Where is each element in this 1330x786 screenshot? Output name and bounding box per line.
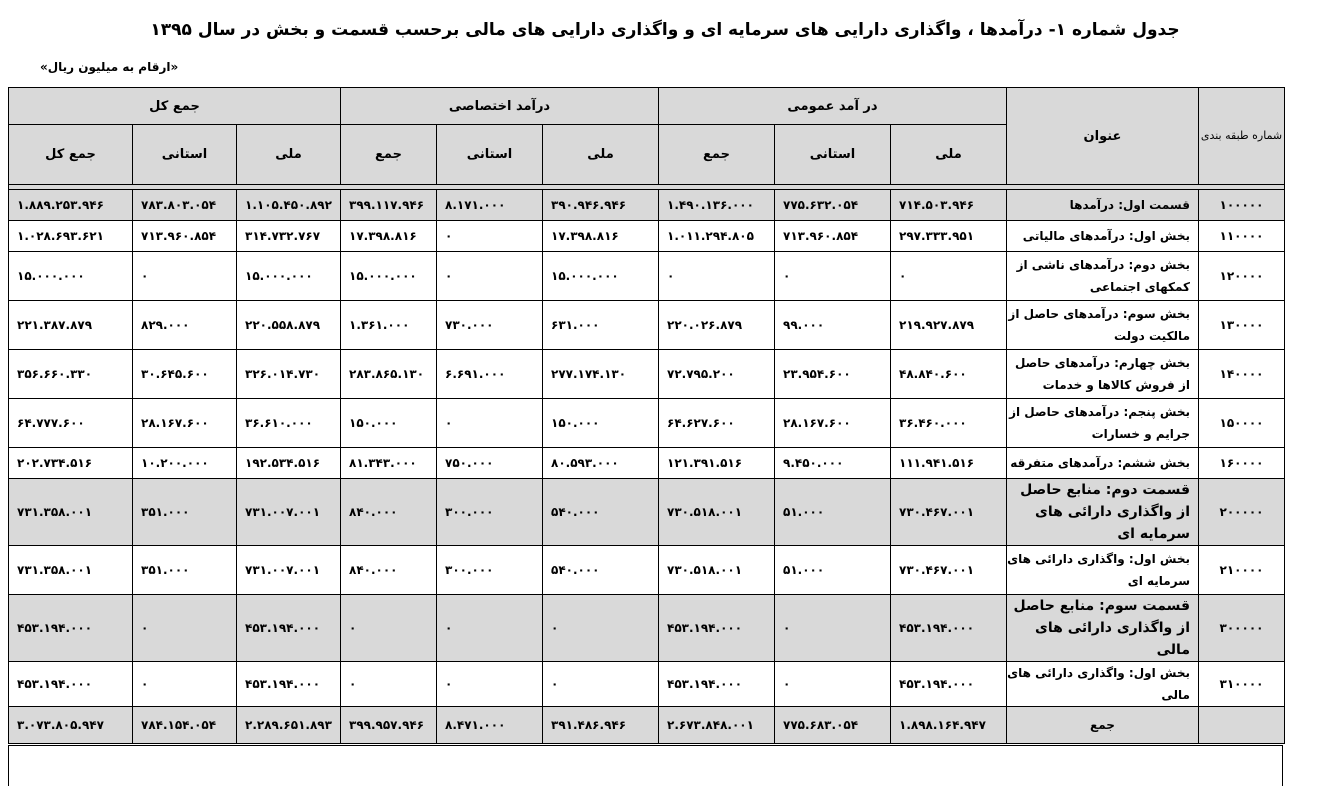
cell-t-prov: ۸۲۹.۰۰۰ xyxy=(133,301,237,350)
cell-t-nat: ۱۹۲.۵۳۴.۵۱۶ xyxy=(237,448,341,479)
cell-t-tot: ۱.۰۲۸.۶۹۳.۶۲۱ xyxy=(9,221,133,252)
cell-t-tot: ۱.۸۸۹.۲۵۳.۹۴۶ xyxy=(9,190,133,221)
cell-g-nat: ۲۱۹.۹۲۷.۸۷۹ xyxy=(891,301,1007,350)
header-general-provincial: استانی xyxy=(775,125,891,185)
unit-note: «ارقام به میلیون ریال» xyxy=(40,60,179,74)
row-code: ۲۰۰۰۰۰ xyxy=(1199,479,1285,546)
table-row xyxy=(9,546,1285,595)
row-code: ۱۱۰۰۰۰ xyxy=(1199,221,1285,252)
cell-g-prov: ۲۳.۹۵۴.۶۰۰ xyxy=(775,350,891,399)
cell-s-nat: ۱۷.۳۹۸.۸۱۶ xyxy=(543,221,659,252)
cell-s-nat: ۶۳۱.۰۰۰ xyxy=(543,301,659,350)
sum-cell-s-tot: ۳۹۹.۹۵۷.۹۴۶ xyxy=(341,707,437,744)
cell-g-tot: ۲۲۰.۰۲۶.۸۷۹ xyxy=(659,301,775,350)
row-label: بخش سوم: درآمدهای حاصل از مالکیت دولت xyxy=(1007,301,1199,350)
cell-s-tot: ۰ xyxy=(341,595,437,662)
sum-cell-t-prov: ۷۸۴.۱۵۴.۰۵۴ xyxy=(133,707,237,744)
cell-t-prov: ۰ xyxy=(133,662,237,707)
cell-t-tot: ۳۵۶.۶۶۰.۳۳۰ xyxy=(9,350,133,399)
cell-g-tot: ۴۵۳.۱۹۴.۰۰۰ xyxy=(659,595,775,662)
cell-s-prov: ۶.۶۹۱.۰۰۰ xyxy=(437,350,543,399)
cell-s-tot: ۲۸۳.۸۶۵.۱۳۰ xyxy=(341,350,437,399)
table-row xyxy=(9,190,1285,221)
row-code: ۱۳۰۰۰۰ xyxy=(1199,301,1285,350)
cell-t-prov: ۰ xyxy=(133,252,237,301)
cell-s-nat: ۰ xyxy=(543,595,659,662)
cell-g-nat: ۴۸.۸۴۰.۶۰۰ xyxy=(891,350,1007,399)
table-row xyxy=(9,595,1285,662)
cell-t-prov: ۷۸۳.۸۰۳.۰۵۴ xyxy=(133,190,237,221)
cell-g-nat: ۷۳۰.۴۶۷.۰۰۱ xyxy=(891,479,1007,546)
table-row xyxy=(9,662,1285,707)
cell-t-prov: ۳۵۱.۰۰۰ xyxy=(133,479,237,546)
row-code: ۲۱۰۰۰۰ xyxy=(1199,546,1285,595)
sum-cell-t-tot: ۳.۰۷۳.۸۰۵.۹۴۷ xyxy=(9,707,133,744)
cell-g-tot: ۱.۴۹۰.۱۳۶.۰۰۰ xyxy=(659,190,775,221)
cell-s-tot: ۱۵۰.۰۰۰ xyxy=(341,399,437,448)
table-row xyxy=(9,399,1285,448)
sum-code-empty xyxy=(1199,707,1285,744)
cell-t-prov: ۱۰.۲۰۰.۰۰۰ xyxy=(133,448,237,479)
cell-s-prov: ۰ xyxy=(437,662,543,707)
cell-s-nat: ۱۵.۰۰۰.۰۰۰ xyxy=(543,252,659,301)
cell-s-nat: ۱۵۰.۰۰۰ xyxy=(543,399,659,448)
cell-t-tot: ۱۵.۰۰۰.۰۰۰ xyxy=(9,252,133,301)
cell-t-nat: ۳۱۴.۷۳۲.۷۶۷ xyxy=(237,221,341,252)
header-general-total: جمع xyxy=(659,125,775,185)
header-grand-national: ملی xyxy=(237,125,341,185)
cell-g-nat: ۴۵۳.۱۹۴.۰۰۰ xyxy=(891,595,1007,662)
cell-s-prov: ۰ xyxy=(437,595,543,662)
cell-s-nat: ۳۹۰.۹۴۶.۹۴۶ xyxy=(543,190,659,221)
cell-t-nat: ۳۲۶.۰۱۴.۷۳۰ xyxy=(237,350,341,399)
cell-s-prov: ۷۵۰.۰۰۰ xyxy=(437,448,543,479)
cell-t-tot: ۴۵۳.۱۹۴.۰۰۰ xyxy=(9,595,133,662)
sum-cell-s-prov: ۸.۴۷۱.۰۰۰ xyxy=(437,707,543,744)
cell-t-prov: ۲۸.۱۶۷.۶۰۰ xyxy=(133,399,237,448)
row-label: بخش اول: درآمدهای مالیاتی xyxy=(1007,221,1199,252)
cell-t-tot: ۲۲۱.۳۸۷.۸۷۹ xyxy=(9,301,133,350)
row-label: بخش اول: واگذاری دارائی های مالی xyxy=(1007,662,1199,707)
row-label: بخش اول: واگذاری دارائی های سرمایه ای xyxy=(1007,546,1199,595)
cell-t-prov: ۰ xyxy=(133,595,237,662)
table-row xyxy=(9,479,1285,546)
cell-g-nat: ۱۱۱.۹۴۱.۵۱۶ xyxy=(891,448,1007,479)
row-label: قسمت سوم: منابع حاصل از واگذاری دارائی های مالی xyxy=(1007,595,1199,662)
cell-g-nat: ۴۵۳.۱۹۴.۰۰۰ xyxy=(891,662,1007,707)
blank-footer-box xyxy=(8,745,1283,786)
cell-t-tot: ۷۳۱.۳۵۸.۰۰۱ xyxy=(9,546,133,595)
cell-g-nat: ۷۳۰.۴۶۷.۰۰۱ xyxy=(891,546,1007,595)
cell-g-nat: ۷۱۴.۵۰۳.۹۴۶ xyxy=(891,190,1007,221)
revenue-table-container xyxy=(8,87,1284,744)
cell-t-nat: ۱.۱۰۵.۴۵۰.۸۹۲ xyxy=(237,190,341,221)
cell-s-tot: ۱۵.۰۰۰.۰۰۰ xyxy=(341,252,437,301)
table-row xyxy=(9,448,1285,479)
cell-t-nat: ۷۳۱.۰۰۷.۰۰۱ xyxy=(237,546,341,595)
cell-g-tot: ۱۲۱.۳۹۱.۵۱۶ xyxy=(659,448,775,479)
cell-s-prov: ۳۰۰.۰۰۰ xyxy=(437,479,543,546)
row-label: بخش دوم: درآمدهای ناشی از کمکهای اجتماعی xyxy=(1007,252,1199,301)
sum-cell-g-nat: ۱.۸۹۸.۱۶۴.۹۴۷ xyxy=(891,707,1007,744)
cell-g-prov: ۷۱۳.۹۶۰.۸۵۴ xyxy=(775,221,891,252)
row-label: بخش چهارم: درآمدهای حاصل از فروش کالاها و خدمات xyxy=(1007,350,1199,399)
sum-label: جمع xyxy=(1007,707,1199,744)
cell-s-tot: ۱.۳۶۱.۰۰۰ xyxy=(341,301,437,350)
header-special-provincial: استانی xyxy=(437,125,543,185)
cell-s-nat: ۸۰.۵۹۳.۰۰۰ xyxy=(543,448,659,479)
table-row xyxy=(9,350,1285,399)
sum-row xyxy=(9,707,1285,744)
cell-t-prov: ۳۵۱.۰۰۰ xyxy=(133,546,237,595)
header-grand-total: جمع کل xyxy=(9,88,341,125)
cell-t-tot: ۲۰۲.۷۳۴.۵۱۶ xyxy=(9,448,133,479)
cell-s-tot: ۸۴۰.۰۰۰ xyxy=(341,479,437,546)
table-body xyxy=(9,190,1285,744)
header-title: عنوان xyxy=(1007,88,1199,185)
cell-s-nat: ۲۷۷.۱۷۴.۱۳۰ xyxy=(543,350,659,399)
cell-g-tot: ۴۵۳.۱۹۴.۰۰۰ xyxy=(659,662,775,707)
cell-g-nat: ۳۶.۴۶۰.۰۰۰ xyxy=(891,399,1007,448)
cell-s-nat: ۵۴۰.۰۰۰ xyxy=(543,479,659,546)
cell-g-prov: ۹۹.۰۰۰ xyxy=(775,301,891,350)
cell-t-nat: ۴۵۳.۱۹۴.۰۰۰ xyxy=(237,662,341,707)
cell-t-prov: ۳۰.۶۴۵.۶۰۰ xyxy=(133,350,237,399)
cell-t-tot: ۷۳۱.۳۵۸.۰۰۱ xyxy=(9,479,133,546)
cell-t-tot: ۶۴.۷۷۷.۶۰۰ xyxy=(9,399,133,448)
row-code: ۳۰۰۰۰۰ xyxy=(1199,595,1285,662)
header-code: شماره طبقه بندی xyxy=(1199,88,1285,185)
cell-s-nat: ۵۴۰.۰۰۰ xyxy=(543,546,659,595)
header-special-total: جمع xyxy=(341,125,437,185)
cell-g-prov: ۰ xyxy=(775,662,891,707)
row-label: بخش ششم: درآمدهای متفرقه xyxy=(1007,448,1199,479)
cell-g-tot: ۰ xyxy=(659,252,775,301)
header-grand-total-all: جمع کل xyxy=(9,125,133,185)
cell-g-prov: ۰ xyxy=(775,595,891,662)
row-code: ۱۵۰۰۰۰ xyxy=(1199,399,1285,448)
header-special-revenue: درآمد اختصاصی xyxy=(341,88,659,125)
cell-s-tot: ۸۴۰.۰۰۰ xyxy=(341,546,437,595)
cell-s-nat: ۰ xyxy=(543,662,659,707)
cell-g-nat: ۰ xyxy=(891,252,1007,301)
cell-g-prov: ۰ xyxy=(775,252,891,301)
table-row xyxy=(9,252,1285,301)
header-grand-provincial: استانی xyxy=(133,125,237,185)
cell-g-prov: ۵۱.۰۰۰ xyxy=(775,479,891,546)
cell-s-prov: ۳۰۰.۰۰۰ xyxy=(437,546,543,595)
row-code: ۱۶۰۰۰۰ xyxy=(1199,448,1285,479)
row-code: ۱۲۰۰۰۰ xyxy=(1199,252,1285,301)
table-title: جدول شماره ۱- درآمدها ، واگذاری دارایی های سرمایه ای و واگذاری دارایی های مالی برحسب قسمت و بخش در سال ۱۳۹۵ xyxy=(150,20,1180,40)
cell-g-prov: ۹.۴۵۰.۰۰۰ xyxy=(775,448,891,479)
cell-g-tot: ۶۴.۶۲۷.۶۰۰ xyxy=(659,399,775,448)
cell-g-prov: ۲۸.۱۶۷.۶۰۰ xyxy=(775,399,891,448)
cell-g-tot: ۷۳۰.۵۱۸.۰۰۱ xyxy=(659,546,775,595)
table-row xyxy=(9,301,1285,350)
sum-cell-s-nat: ۳۹۱.۴۸۶.۹۴۶ xyxy=(543,707,659,744)
cell-s-tot: ۳۹۹.۱۱۷.۹۴۶ xyxy=(341,190,437,221)
table-row xyxy=(9,221,1285,252)
cell-t-tot: ۴۵۳.۱۹۴.۰۰۰ xyxy=(9,662,133,707)
cell-g-tot: ۷۲.۷۹۵.۲۰۰ xyxy=(659,350,775,399)
sum-cell-g-tot: ۲.۶۷۳.۸۴۸.۰۰۱ xyxy=(659,707,775,744)
row-label: قسمت دوم: منابع حاصل از واگذاری دارائی های سرمایه ای xyxy=(1007,479,1199,546)
cell-g-prov: ۷۷۵.۶۳۲.۰۵۴ xyxy=(775,190,891,221)
cell-g-nat: ۲۹۷.۳۳۳.۹۵۱ xyxy=(891,221,1007,252)
row-label: قسمت اول: درآمدها xyxy=(1007,190,1199,221)
cell-s-tot: ۰ xyxy=(341,662,437,707)
cell-t-nat: ۳۶.۶۱۰.۰۰۰ xyxy=(237,399,341,448)
header-special-national: ملی xyxy=(543,125,659,185)
cell-s-prov: ۰ xyxy=(437,252,543,301)
cell-t-nat: ۷۳۱.۰۰۷.۰۰۱ xyxy=(237,479,341,546)
cell-g-prov: ۵۱.۰۰۰ xyxy=(775,546,891,595)
cell-s-tot: ۱۷.۳۹۸.۸۱۶ xyxy=(341,221,437,252)
row-code: ۱۴۰۰۰۰ xyxy=(1199,350,1285,399)
row-label: بخش پنجم: درآمدهای حاصل از جرایم و خسارات xyxy=(1007,399,1199,448)
row-code: ۱۰۰۰۰۰ xyxy=(1199,190,1285,221)
cell-s-prov: ۰ xyxy=(437,399,543,448)
cell-s-prov: ۷۳۰.۰۰۰ xyxy=(437,301,543,350)
cell-s-prov: ۸.۱۷۱.۰۰۰ xyxy=(437,190,543,221)
cell-t-nat: ۱۵.۰۰۰.۰۰۰ xyxy=(237,252,341,301)
row-code: ۳۱۰۰۰۰ xyxy=(1199,662,1285,707)
cell-g-tot: ۷۳۰.۵۱۸.۰۰۱ xyxy=(659,479,775,546)
cell-g-tot: ۱.۰۱۱.۲۹۴.۸۰۵ xyxy=(659,221,775,252)
cell-t-prov: ۷۱۳.۹۶۰.۸۵۴ xyxy=(133,221,237,252)
sum-cell-g-prov: ۷۷۵.۶۸۳.۰۵۴ xyxy=(775,707,891,744)
cell-t-nat: ۴۵۳.۱۹۴.۰۰۰ xyxy=(237,595,341,662)
cell-t-nat: ۲۲۰.۵۵۸.۸۷۹ xyxy=(237,301,341,350)
revenue-table xyxy=(8,87,1285,744)
sum-cell-t-nat: ۲.۲۸۹.۶۵۱.۸۹۳ xyxy=(237,707,341,744)
cell-s-prov: ۰ xyxy=(437,221,543,252)
cell-s-tot: ۸۱.۳۴۳.۰۰۰ xyxy=(341,448,437,479)
header-general-revenue: در آمد عمومی xyxy=(659,88,1007,125)
header-general-national: ملی xyxy=(891,125,1007,185)
